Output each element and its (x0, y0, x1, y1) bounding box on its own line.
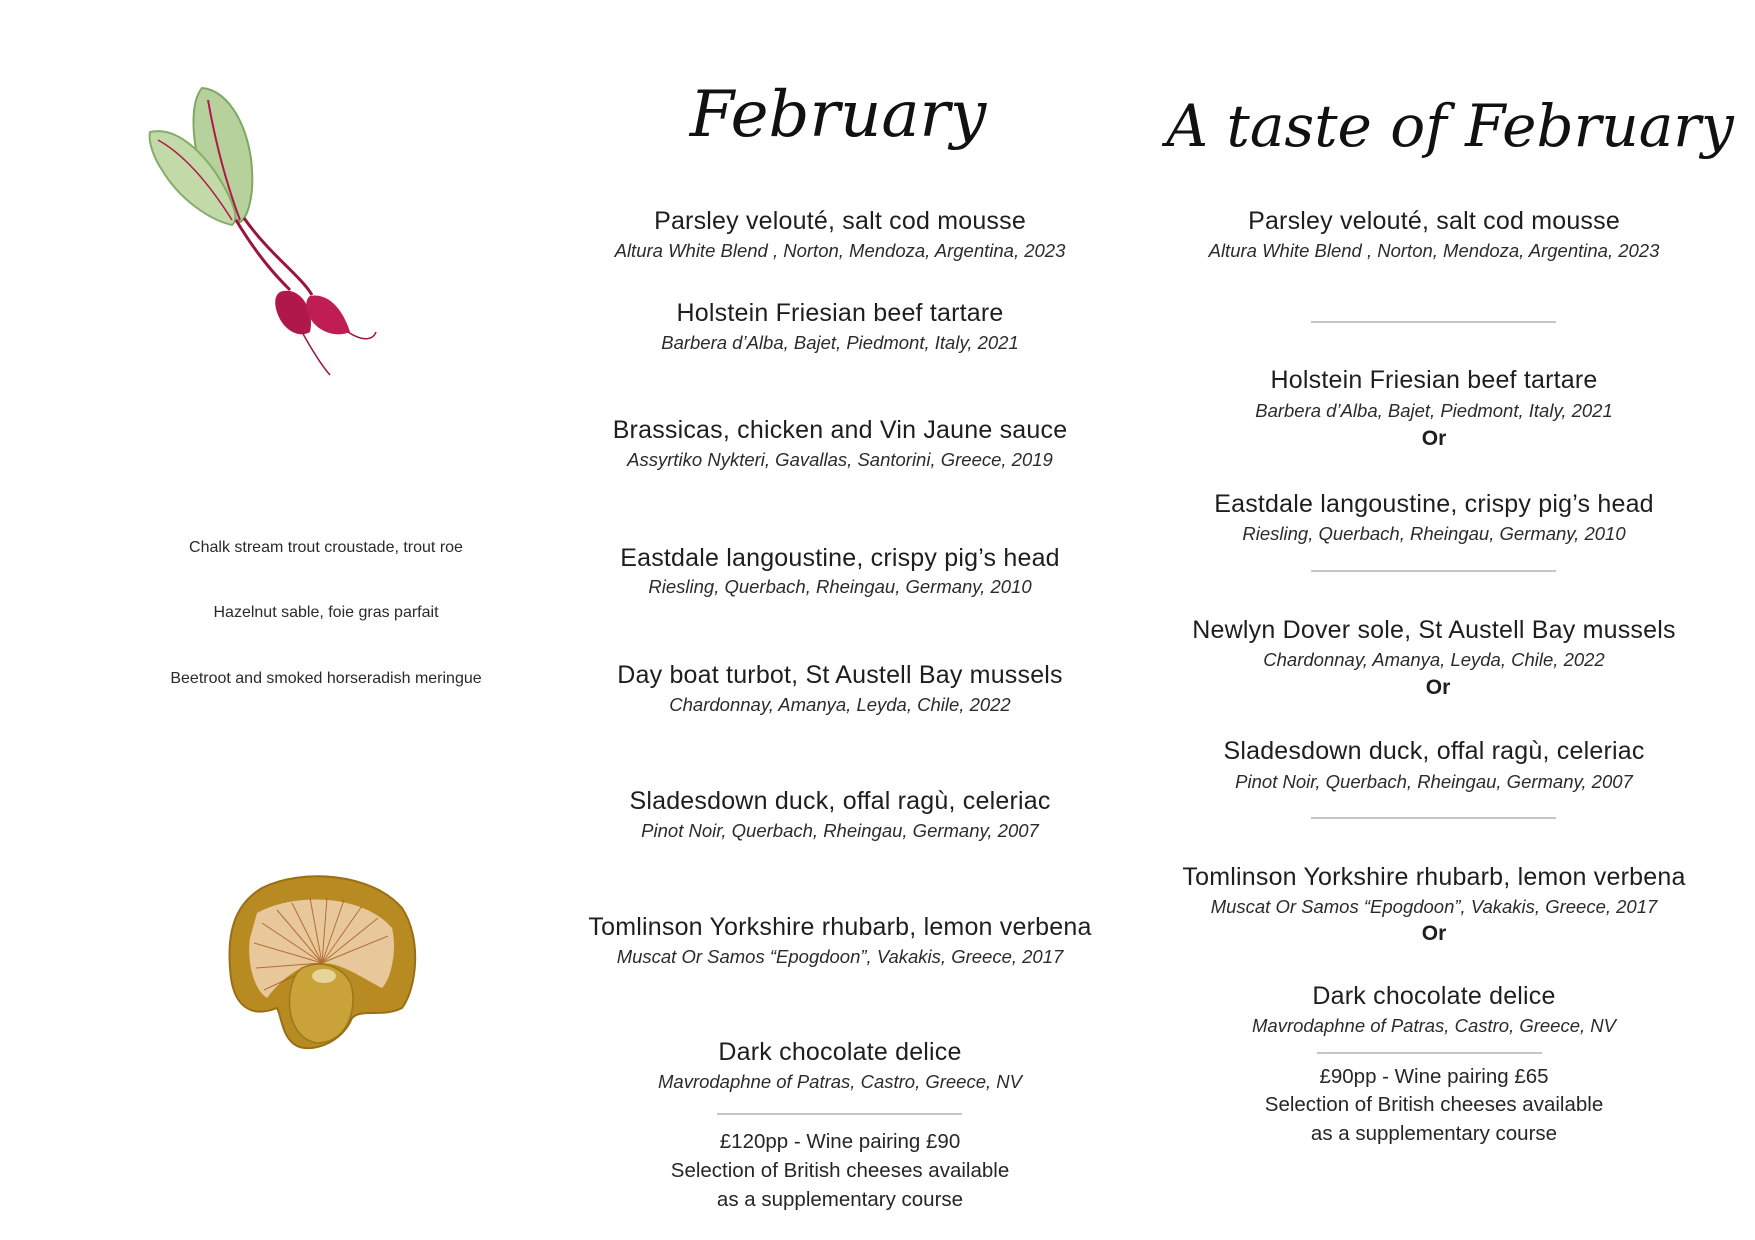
or-label: Or (1425, 676, 1451, 699)
divider (1311, 321, 1556, 323)
wine-pairing: Barbera d’Alba, Bajet, Piedmont, Italy, 2021 (661, 332, 1019, 353)
wine-pairing: Riesling, Querbach, Rheingau, Germany, 2010 (648, 576, 1032, 597)
canape-item: Chalk stream trout croustade, trout roe (189, 539, 463, 556)
beetroot-illustration (140, 70, 420, 390)
dish-name: Newlyn Dover sole, St Austell Bay mussels (1192, 616, 1676, 644)
wine-pairing: Muscat Or Samos “Epogdoon”, Vakakis, Greece, 2017 (616, 946, 1064, 967)
divider (1311, 817, 1556, 819)
dish-name: Parsley velouté, salt cod mousse (654, 207, 1026, 235)
divider (1317, 1052, 1542, 1054)
wine-pairing: Riesling, Querbach, Rheingau, Germany, 2010 (1242, 523, 1626, 544)
dish-name: Eastdale langoustine, crispy pig’s head (620, 544, 1060, 572)
wine-pairing: Pinot Noir, Querbach, Rheingau, Germany, 2007 (641, 820, 1039, 841)
dish-name: Sladesdown duck, offal ragù, celeriac (1223, 737, 1645, 765)
wine-pairing: Mavrodaphne of Patras, Castro, Greece, NV (1251, 1015, 1617, 1036)
wine-pairing: Assyrtiko Nykteri, Gavallas, Santorini, Greece, 2019 (627, 449, 1053, 470)
or-label: Or (1421, 427, 1447, 450)
dish-name: Holstein Friesian beef tartare (676, 299, 1004, 327)
divider (1311, 570, 1556, 572)
wine-pairing: Pinot Noir, Querbach, Rheingau, Germany, 2007 (1235, 771, 1633, 792)
canape-item: Beetroot and smoked horseradish meringue (170, 670, 482, 687)
dish-name: Dark chocolate delice (718, 1038, 962, 1066)
or-label: Or (1421, 922, 1447, 945)
divider (717, 1113, 962, 1115)
wine-pairing: Mavrodaphne of Patras, Castro, Greece, NV (657, 1071, 1023, 1092)
wine-pairing: Muscat Or Samos “Epogdoon”, Vakakis, Greece, 2017 (1210, 896, 1658, 917)
dish-name: Brassicas, chicken and Vin Jaune sauce (612, 416, 1068, 444)
dish-name: Tomlinson Yorkshire rhubarb, lemon verbena (588, 913, 1092, 941)
wine-pairing: Altura White Blend , Norton, Mendoza, Argentina, 2023 (614, 240, 1066, 261)
menu-title-taste-of-february: A taste of February (1166, 92, 1734, 160)
cheese-note: Selection of British cheeses available (1264, 1093, 1604, 1116)
wine-pairing: Chardonnay, Amanya, Leyda, Chile, 2022 (1263, 649, 1605, 670)
wine-pairing: Altura White Blend , Norton, Mendoza, Argentina, 2023 (1208, 240, 1660, 261)
price-line: £90pp - Wine pairing £65 (1319, 1065, 1549, 1088)
canape-item: Hazelnut sable, foie gras parfait (213, 604, 439, 621)
dish-name: Sladesdown duck, offal ragù, celeriac (629, 787, 1051, 815)
wine-pairing: Chardonnay, Amanya, Leyda, Chile, 2022 (669, 694, 1011, 715)
menu-title-february: February (689, 78, 987, 152)
wine-pairing: Barbera d’Alba, Bajet, Piedmont, Italy, 2021 (1255, 400, 1613, 421)
dish-name: Holstein Friesian beef tartare (1270, 366, 1598, 394)
dish-name: Tomlinson Yorkshire rhubarb, lemon verbena (1182, 863, 1686, 891)
mushroom-illustration (222, 868, 422, 1058)
dish-name: Parsley velouté, salt cod mousse (1248, 207, 1620, 235)
price-line: £120pp - Wine pairing £90 (719, 1130, 961, 1153)
dish-name: Dark chocolate delice (1312, 982, 1556, 1010)
cheese-note: as a supplementary course (716, 1188, 964, 1211)
mushroom-icon (222, 868, 422, 1058)
beetroot-icon (140, 70, 420, 390)
dish-name: Day boat turbot, St Austell Bay mussels (617, 661, 1063, 689)
cheese-note: Selection of British cheeses available (670, 1159, 1010, 1182)
dish-name: Eastdale langoustine, crispy pig’s head (1214, 490, 1654, 518)
cheese-note: as a supplementary course (1310, 1122, 1558, 1145)
